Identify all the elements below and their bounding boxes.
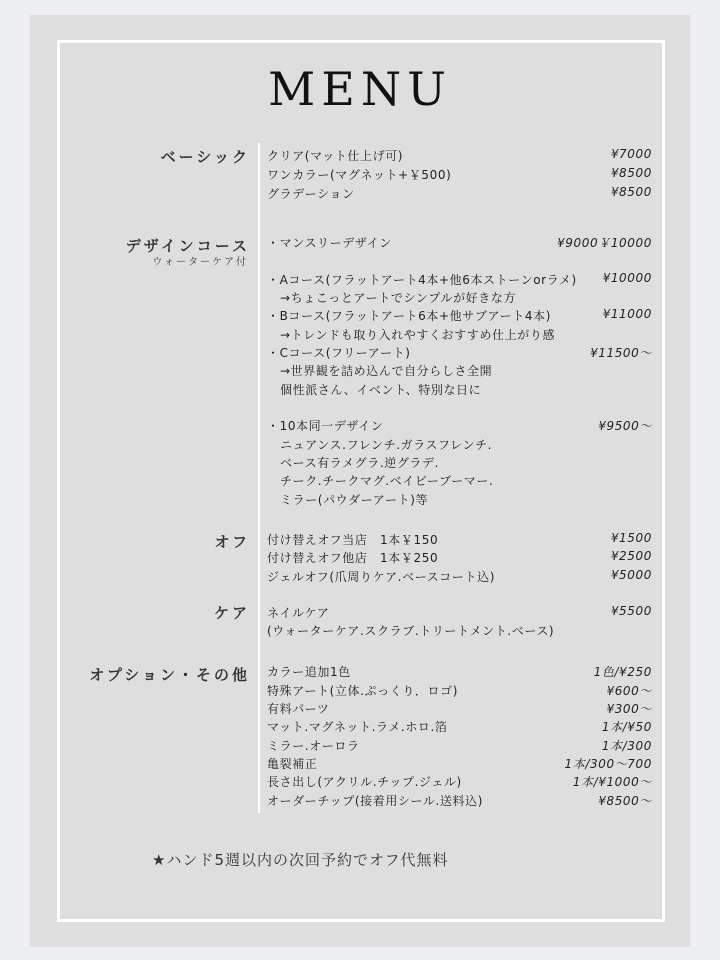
item-price: ¥1500 xyxy=(610,531,652,545)
menu-item xyxy=(267,234,652,252)
menu-item xyxy=(267,700,652,718)
menu-item-detail xyxy=(267,622,652,640)
section-label-off: オフ xyxy=(214,533,250,551)
menu-item xyxy=(267,568,652,586)
item-name: ・10本同一デザイン xyxy=(267,419,384,433)
item-price: ¥10000 xyxy=(602,271,652,285)
menu-title: MENU xyxy=(268,62,452,116)
item-price: 1本/¥1000〜 xyxy=(572,775,652,789)
menu-item xyxy=(267,682,652,700)
menu-item xyxy=(267,166,652,184)
item-price: ¥300〜 xyxy=(606,702,652,716)
item-price: ¥5000 xyxy=(610,568,652,582)
item-price: ¥8500 xyxy=(610,166,652,180)
item-price: 1色/¥250 xyxy=(593,665,652,679)
item-name: ネイルケア xyxy=(267,606,330,620)
item-name: ・Aコース(フラットアート4本+他6本ストーンorラメ) xyxy=(267,273,577,287)
item-name: 付け替えオフ他店 1本￥250 xyxy=(267,551,439,565)
item-price: ¥9000￥10000 xyxy=(557,236,652,250)
menu-item xyxy=(267,344,652,362)
item-name: オーダーチップ(接着用シール.送料込) xyxy=(267,794,483,808)
item-price: ¥5500 xyxy=(610,604,652,618)
item-name: ワンカラー(マグネット+￥500) xyxy=(267,168,452,182)
item-name: ジェルオフ(爪周りケア.ベースコート込) xyxy=(267,570,495,584)
menu-item xyxy=(267,792,652,810)
item-price: ¥7000 xyxy=(610,147,652,161)
menu-item xyxy=(267,718,652,736)
item-name: 付け替えオフ当店 1本￥150 xyxy=(267,533,439,547)
item-name: ・Bコース(フラットアート6本+他サブアート4本) xyxy=(267,309,552,323)
item-name: ・マンスリーデザイン xyxy=(267,236,392,250)
item-price: 1本/300 xyxy=(601,739,652,753)
menu-item xyxy=(267,147,652,165)
item-price: 1本/300〜700 xyxy=(564,757,652,771)
item-name: ・Cコース(フリーアート) xyxy=(267,346,411,360)
menu-item xyxy=(267,307,652,325)
item-name: 有料パーツ xyxy=(267,702,330,716)
menu-item xyxy=(267,737,652,755)
item-price: ¥600〜 xyxy=(606,684,652,698)
item-price: 1本/¥50 xyxy=(601,720,652,734)
item-price: ¥11500〜 xyxy=(589,346,652,360)
item-price: ¥8500 xyxy=(610,185,652,199)
item-name: 特殊アート(立体.ぷっくり．ロゴ) xyxy=(267,684,459,698)
menu-item xyxy=(267,417,652,435)
section-label-care: ケア xyxy=(213,604,250,622)
item-note: →ちょこっとアートでシンプルが好きな方 xyxy=(280,291,517,305)
item-name: カラー追加1色 xyxy=(267,665,351,679)
item-note: ニュアンス.フレンチ.ガラスフレンチ. xyxy=(280,438,493,452)
item-note: ベース有ラメグラ.逆グラデ. xyxy=(280,456,440,470)
menu-item xyxy=(267,185,652,203)
item-name: ミラー.オーロラ xyxy=(267,739,360,753)
section-sublabel-design: ウォーターケア付 xyxy=(152,257,248,268)
menu-item xyxy=(267,755,652,773)
item-price: ¥8500〜 xyxy=(598,794,652,808)
item-note: →世界観を詰め込んで自分らしさ全開 xyxy=(280,364,493,378)
menu-item xyxy=(267,271,652,289)
menu-item xyxy=(267,604,652,622)
item-name: 長さ出し(アクリル.チップ.ジェル) xyxy=(267,775,462,789)
item-price: ¥2500 xyxy=(610,549,652,563)
section-label-options: オプション・その他 xyxy=(89,666,250,684)
item-name: クリア(マット仕上げ可) xyxy=(267,149,404,163)
section-label-design: デザインコース xyxy=(125,237,250,255)
section-label-basic: ベーシック xyxy=(160,148,250,166)
menu-item xyxy=(267,549,652,567)
menu-item xyxy=(267,663,652,681)
footer-note: ★ハンド5週以内の次回予約でオフ代無料 xyxy=(152,851,449,869)
item-name: マット.マグネット.ラメ.ホロ.箔 xyxy=(267,720,448,734)
item-detail: (ウォーターケア.スクラブ.トリートメント.ベース) xyxy=(267,624,555,638)
item-note: チーク.チークマグ.ベイビーブーマー. xyxy=(280,474,494,488)
item-note: 個性派さん、イベント、特別な日に xyxy=(280,383,482,397)
item-note: ミラー(パウダーアート)等 xyxy=(280,493,429,507)
item-price: ¥9500〜 xyxy=(598,419,652,433)
menu-item xyxy=(267,773,652,791)
item-name: グラデーション xyxy=(267,187,355,201)
item-price: ¥11000 xyxy=(602,307,652,321)
item-name: 亀裂補正 xyxy=(267,757,318,771)
item-note: →トレンドも取り入れやすくおすすめ仕上がり感 xyxy=(280,328,556,342)
menu-item xyxy=(267,531,652,549)
column-divider xyxy=(258,143,260,813)
